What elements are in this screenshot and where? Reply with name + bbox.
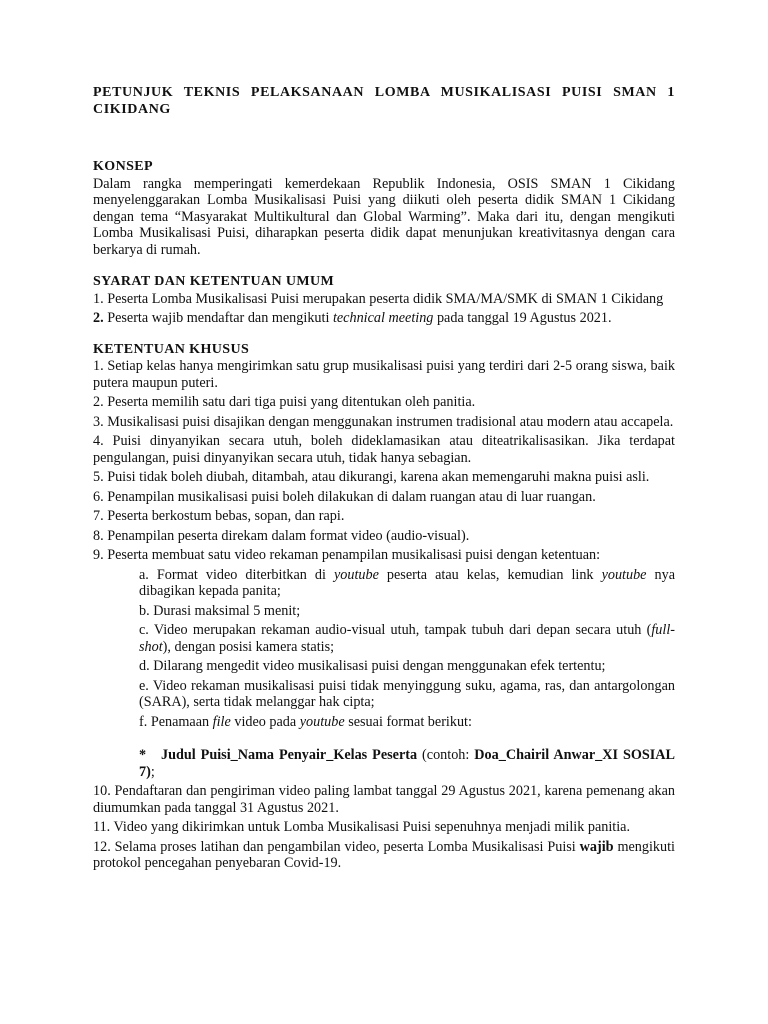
khusus-item-1: 1. Setiap kelas hanya mengirimkan satu grup musikalisasi puisi yang terdiri dari 2-5 orang siswa, baik putera maupun puteri. [93, 358, 675, 391]
khusus-item-11: 11. Video yang dikirimkan untuk Lomba Musikalisasi Puisi sepenuhnya menjadi milik panitia. [93, 819, 631, 835]
format-pattern: Judul Puisi_Nama Penyair_Kelas Peserta [161, 747, 418, 763]
format-example-label: (contoh: [417, 747, 475, 763]
khusus-item-12-text: 12. Selama proses latihan dan pengambilan video, peserta Lomba Musikalisasi Puisi [93, 838, 580, 855]
subitem-c [139, 622, 675, 655]
khusus-item-4: 4. Puisi dinyanyikan secara utuh, boleh dideklamasikan atau diteatrikalisasikan. Jika terdapat pengulangan, puisi dinyanyikan secara utuh, tidak hanya sebagian. [93, 433, 675, 466]
subitem-a [139, 567, 675, 600]
format-example-bullet [139, 747, 675, 780]
khusus-item-5: 5. Puisi tidak boleh diubah, ditambah, atau dikurangi, karena akan memengaruhi makna puisi asli. [93, 469, 650, 485]
khusus-item-6: 6. Penampilan musikalisasi puisi boleh dilakukan di dalam ruangan atau di luar ruangan. [93, 488, 596, 505]
subitem-b: b. Durasi maksimal 5 menit; [139, 602, 301, 619]
khusus-item-7: 7. Peserta berkostum bebas, sopan, dan rapi. [93, 508, 345, 524]
khusus-item-12-bold: wajib [579, 838, 614, 855]
format-example-value: Doa_Chairil Anwar_XI SOSIAL 7) [139, 747, 676, 780]
format-example-end: ; [150, 763, 155, 780]
khusus-item-10: 10. Pendaftaran dan pengiriman video paling lambat tanggal 29 Agustus 2021, karena pemenang akan diumumkan pada tanggal 31 Agustus 2021. [93, 783, 675, 816]
subitem-a-italic-2: youtube [601, 566, 647, 583]
umum-item-2-italic: technical meeting [332, 310, 434, 326]
subitem-c-text-2: ), dengan posisi kamera statis; [162, 638, 335, 655]
subitem-d: d. Dilarang mengedit video musikalisasi puisi dengan menggunakan efek tertentu; [139, 658, 606, 674]
bullet-star-icon: * [139, 747, 147, 763]
khusus-item-2: 2. Peserta memilih satu dari tiga puisi yang ditentukan oleh panitia. [93, 394, 476, 410]
subitem-a-text-3: nya dibagikan kepada panita; [139, 566, 675, 599]
subitem-e: e. Video rekaman musikalisasi puisi tidak menyinggung suku, agama, ras, dan antargolongan (SARA), serta tidak melanggar hak cipta; [139, 677, 675, 710]
ketentuan-khusus-heading: KETENTUAN KHUSUS [93, 341, 250, 357]
khusus-item-12 [93, 839, 675, 872]
umum-item-2-text-end: pada tanggal 19 Agustus 2021. [433, 310, 612, 326]
khusus-item-12-text-end: mengikuti protokol pencegahan penyebaran Covid-19. [93, 838, 675, 871]
document-page [93, 84, 675, 875]
khusus-item-8: 8. Penampilan peserta direkam dalam format video (audio-visual). [93, 527, 470, 544]
konsep-paragraph: Dalam rangka memperingati kemerdekaan Republik Indonesia, OSIS SMAN 1 Cikidang menyelenggarakan Lomba Musikalisasi Puisi yang diikuti oleh peserta didik SMAN 1 Cikidang dengan tema “Masyarakat Multikultural dan Global Warming”. Maka dari itu, dengan mengikuti Lomba Musikalisasi Puisi, diharapkan peserta didik dapat menunjukan kreativitasnya dengan cara berkarya di rumah. [93, 175, 675, 258]
subitem-c-text: c. Video merupakan rekaman audio-visual utuh, tampak tubuh dari depan secara utuh ( [139, 622, 652, 638]
khusus-item-9: 9. Peserta membuat satu video rekaman penampilan musikalisasi puisi dengan ketentuan: [93, 547, 601, 563]
umum-item-2-number: 2. [93, 310, 104, 326]
umum-item-1: 1. Peserta Lomba Musikalisasi Puisi merupakan peserta didik SMA/MA/SMK di SMAN 1 Cikidang [93, 290, 664, 307]
syarat-umum-heading: SYARAT DAN KETENTUAN UMUM [93, 274, 335, 289]
umum-item-2 [93, 310, 675, 327]
umum-item-2-text: Peserta wajib mendaftar dan mengikuti [103, 310, 333, 326]
subitem-f-text-2: video pada [230, 713, 300, 730]
subitem-f-text-3: sesuai format berikut: [344, 713, 472, 730]
subitem-a-text: a. Format video diterbitkan di [139, 566, 334, 583]
subitem-a-text-2: peserta atau kelas, kemudian link [378, 566, 602, 583]
subitem-a-italic-1: youtube [333, 566, 379, 583]
subitem-f [139, 714, 675, 731]
subitem-f-text: f. Penamaan [139, 713, 213, 730]
subitem-f-italic-1: file [212, 713, 231, 730]
subitem-c-italic: full-shot [139, 622, 675, 655]
konsep-heading: KONSEP [93, 159, 153, 174]
subitem-f-italic-2: youtube [299, 713, 345, 730]
document-title: PETUNJUK TEKNIS PELAKSANAAN LOMBA MUSIKALISASI PUISI SMAN 1 CIKIDANG [93, 85, 675, 117]
khusus-item-3: 3. Musikalisasi puisi disajikan dengan menggunakan instrumen tradisional atau modern atau accapela. [93, 413, 674, 430]
